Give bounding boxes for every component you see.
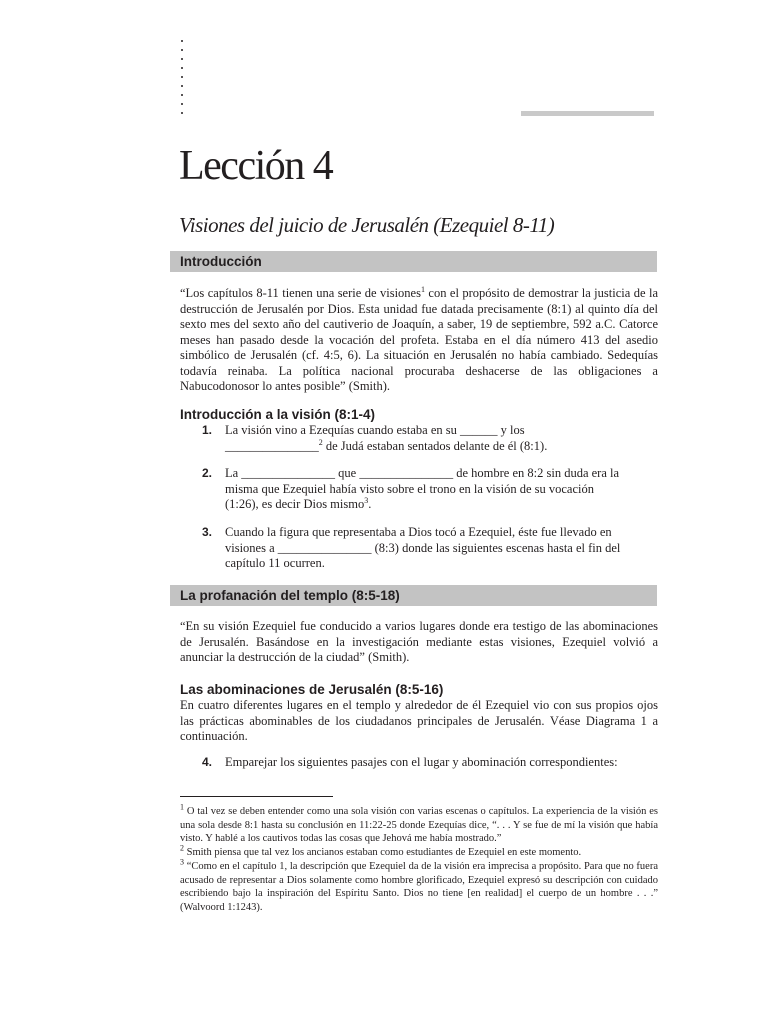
decorative-dots xyxy=(181,40,185,121)
lesson-title: Lección 4 xyxy=(179,143,333,189)
subheading-abominaciones: Las abominaciones de Jerusalén (8:5-16) xyxy=(180,682,444,697)
list-number: 3. xyxy=(202,525,213,539)
footnote: $^3$ “Como en el capítulo 1, la descripción que Ezequiel da de la visión era imprecisa a propósito. Para que no fuera acusado de representar a Dios solamente como hombre glorificado, Ezequiel expresó su descripción con cuidado escribiendo bajo la inspiración del Espíritu Santo. Dios no tiene [en realidad] el cuerpo de un hombre . . .” (Walvoord 1:1243). xyxy=(180,857,658,913)
intro-paragraph: “Los capítulos 8-11 tienen una serie de visiones$^1$ con el propósito de demostrar la justicia de la destrucción de Jerusalén por Dios. Esta unidad fue datada precisamente (8:1) al quinto día del sexto mes del sexto año del cautiverio de Joaquín, a saber, 19 de septiembre, 592 a.C. Catorce meses han pasado desde la vocación del profeta. Estaba en el día número 413 del asedio simbólico de Jerusalén (cf. 4:5, 6). La situación en Jerusalén no había cambiado. Sedequías todavía reinaba. La política nacional procuraba deshacerse de las obligaciones a Nabucodonosor lo antes posible” (Smith). xyxy=(180,284,658,393)
temple-paragraph: “En su visión Ezequiel fue conducido a varios lugares donde era testigo de las abominaciones de Jerusalén. Basándose en la investigación mediante estas visiones, Ezequiel volvió a anunciar la destrucción de la ciudad” (Smith). xyxy=(180,619,658,664)
list-text: Emparejar los siguientes pasajes con el lugar y abominación correspondientes: xyxy=(225,755,618,769)
footnote-ref: 2 xyxy=(318,437,323,447)
footnote: $^1$ O tal vez se deben entender como una sola visión con varias escenas o capítulos. La experiencia de la visión es una sola desde 8:1 hasta su conclusión en 11:22-25 donde Ezequías dice, “. . . Y se fue de mí la visión que había visto. Y hablé a los cautivos todas las cosas que Jehová me había mostrado.” xyxy=(180,802,658,844)
list-item xyxy=(202,466,622,513)
list-number: 2. xyxy=(202,466,213,480)
footnote-ref: 1 xyxy=(420,284,425,294)
list-text: Cuando la figura que representaba a Dios tocó a Ezequiel, éste fue llevado en visiones a _______________ (8:3) donde las siguientes escenas hasta el fin del capítulo 11 ocurren. xyxy=(225,525,621,570)
footnote: $^2$ Smith piensa que tal vez los ancianos estaban como estudiantes de Ezequiel en este momento. xyxy=(180,843,582,858)
footnote-rule xyxy=(180,796,333,797)
footnote-mark: 1 xyxy=(180,802,184,812)
list-number: 4. xyxy=(202,755,213,769)
header-rule xyxy=(521,111,654,116)
subheading-vision: Introducción a la visión (8:1-4) xyxy=(180,407,376,422)
list-text: La visión vino a Ezequías cuando estaba en su ______ y los _______________$^2$ de Judá estaban sentados delante de él (8:1). xyxy=(225,423,548,453)
list-text: La _______________ que _______________ de hombre en 8:2 sin duda era la misma que Ezequiel había visto sobre el trono en la visión de su vocación (1:26), es decir Dios mismo$^3$. xyxy=(225,466,620,511)
footnote-mark: 2 xyxy=(180,843,184,853)
section-heading: La profanación del templo (8:5-18) xyxy=(180,588,400,603)
list-item xyxy=(202,755,622,771)
section-heading: Introducción xyxy=(180,254,262,269)
footnote-ref: 3 xyxy=(364,495,369,505)
footnote-mark: 3 xyxy=(180,857,184,867)
section-bar-introduccion xyxy=(170,251,657,272)
list-item xyxy=(202,423,622,454)
section-bar-profanacion xyxy=(170,585,657,606)
abominations-paragraph: En cuatro diferentes lugares en el templo y alrededor de él Ezequiel vio con sus propios ojos las prácticas abominables de los ciudadanos principales de Jerusalén. Véase Diagrama 1 a continuación. xyxy=(180,698,658,743)
list-number: 1. xyxy=(202,423,213,437)
lesson-subtitle: Visiones del juicio de Jerusalén (Ezequiel 8-11) xyxy=(179,213,555,237)
list-item xyxy=(202,525,622,572)
